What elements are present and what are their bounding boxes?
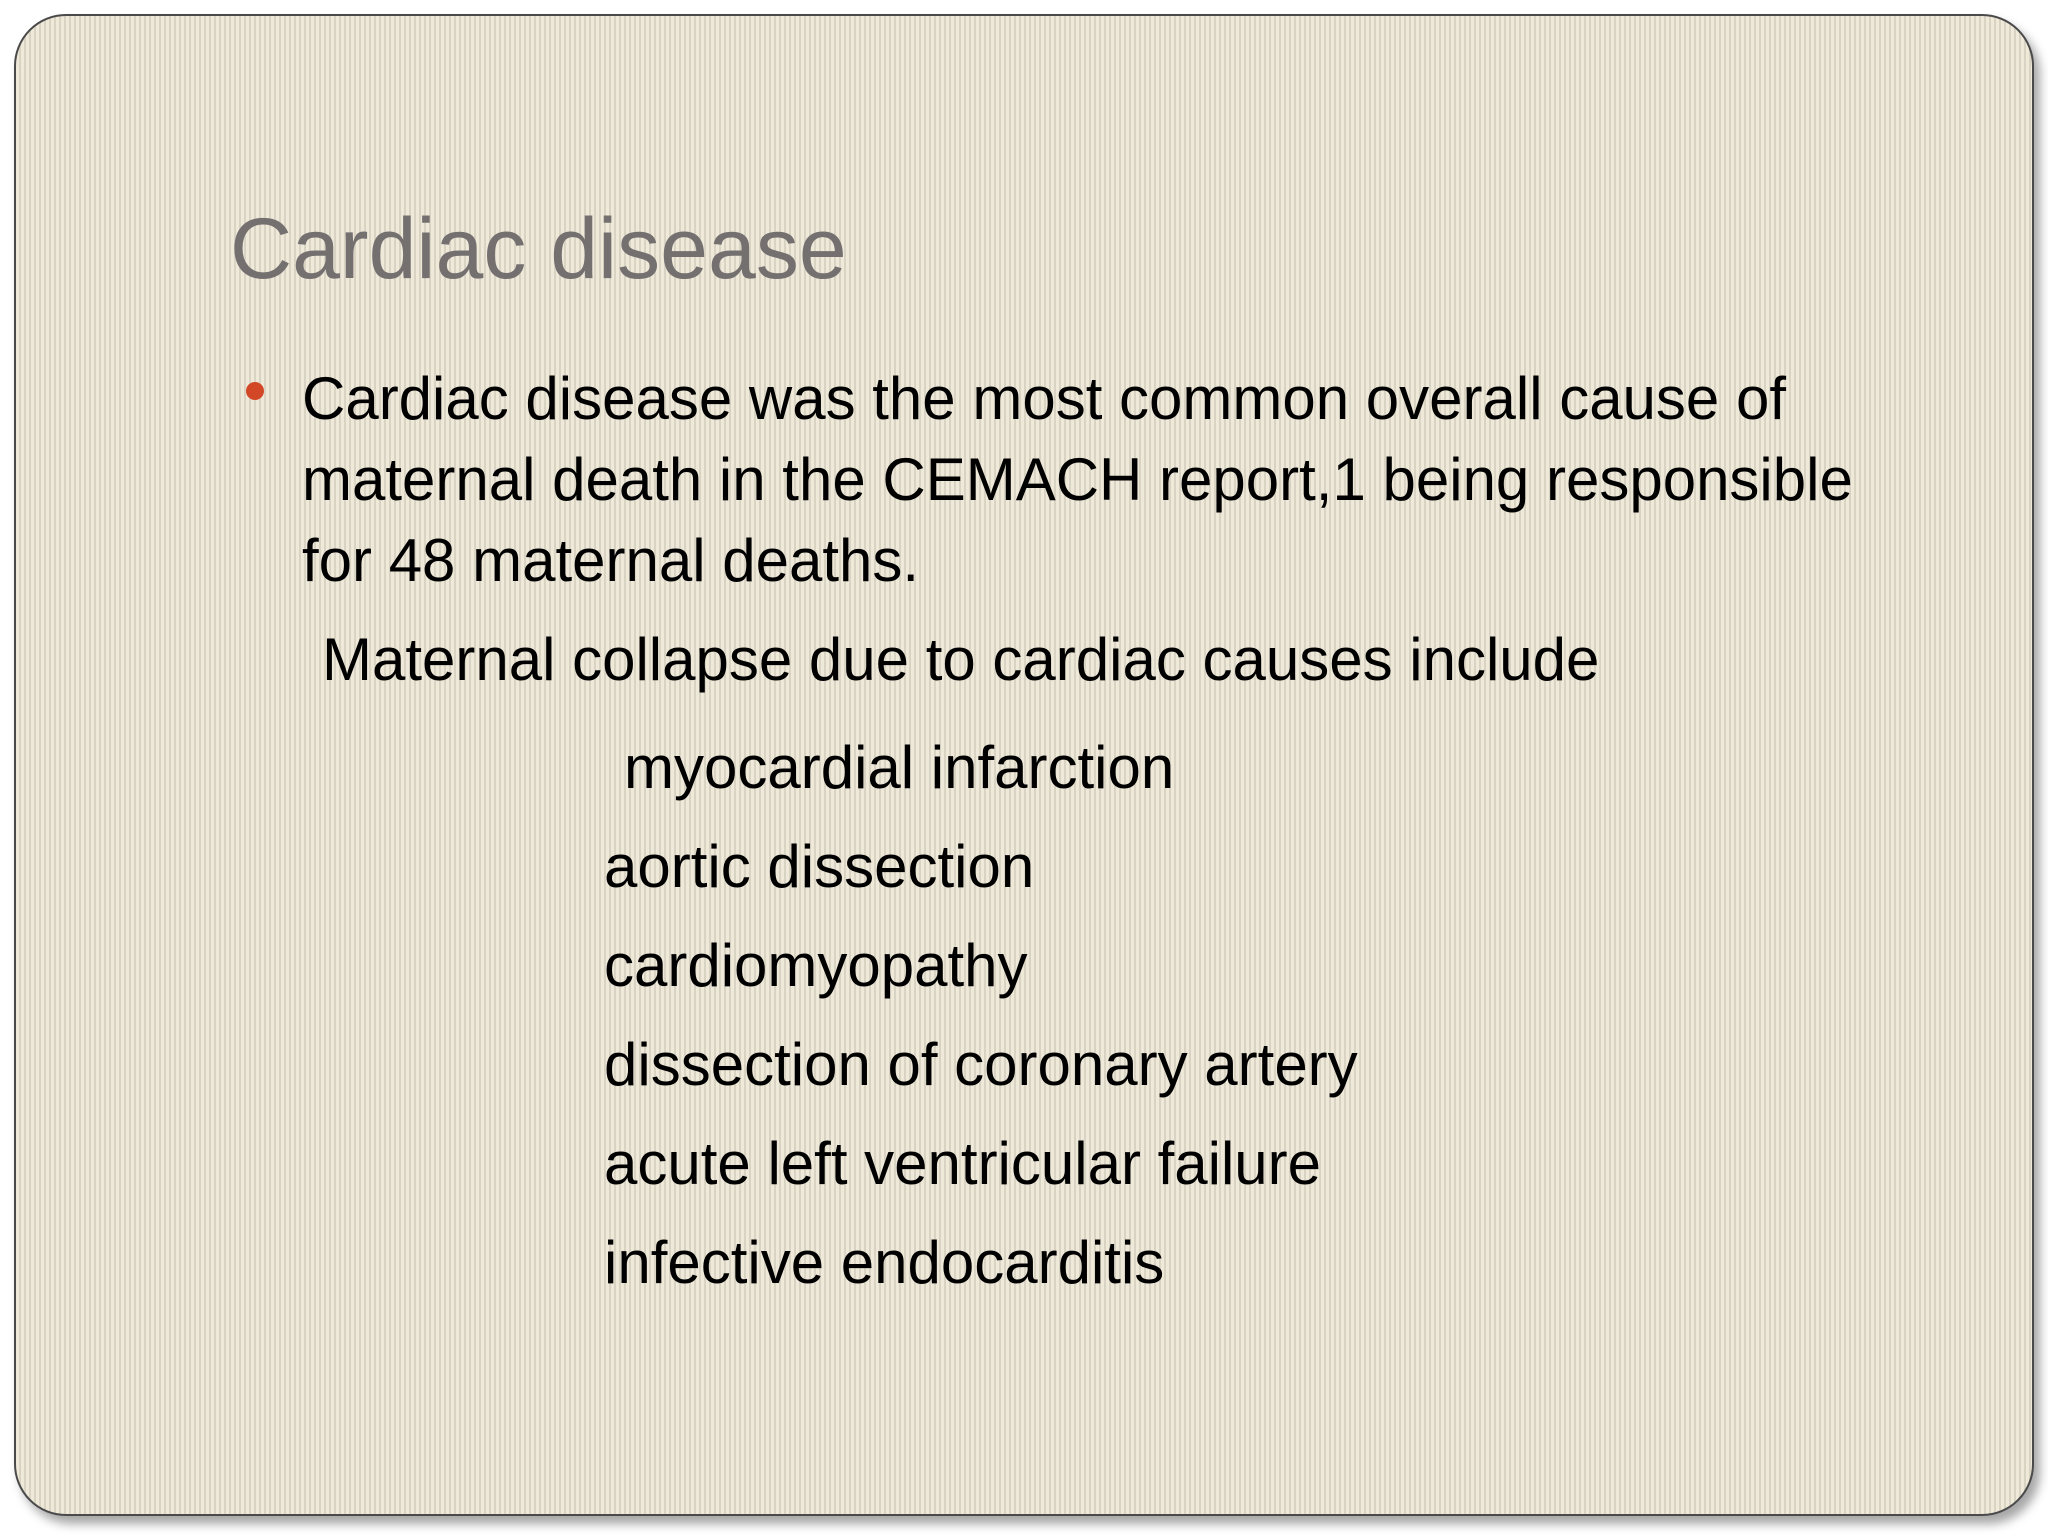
bullet-item xyxy=(230,358,1930,601)
cause-item: infective endocarditis xyxy=(604,1229,1165,1296)
cause-item: aortic dissection xyxy=(604,833,1035,900)
intro-line: Maternal collapse due to cardiac causes include xyxy=(322,626,1600,693)
cause-item: acute left ventricular failure xyxy=(604,1130,1322,1197)
bullet-text: Cardiac disease was the most common overall cause of maternal death in the CEMACH report,1 being responsible for 48 maternal deaths. xyxy=(302,365,1853,594)
slide xyxy=(14,14,2034,1516)
cause-list xyxy=(604,718,1358,1312)
slide-title: Cardiac disease xyxy=(230,201,847,297)
cause-item: myocardial infarction xyxy=(624,734,1175,801)
cause-item: dissection of coronary artery xyxy=(604,1031,1358,1098)
cause-item: cardiomyopathy xyxy=(604,932,1028,999)
bullet-dot-icon xyxy=(246,382,264,400)
